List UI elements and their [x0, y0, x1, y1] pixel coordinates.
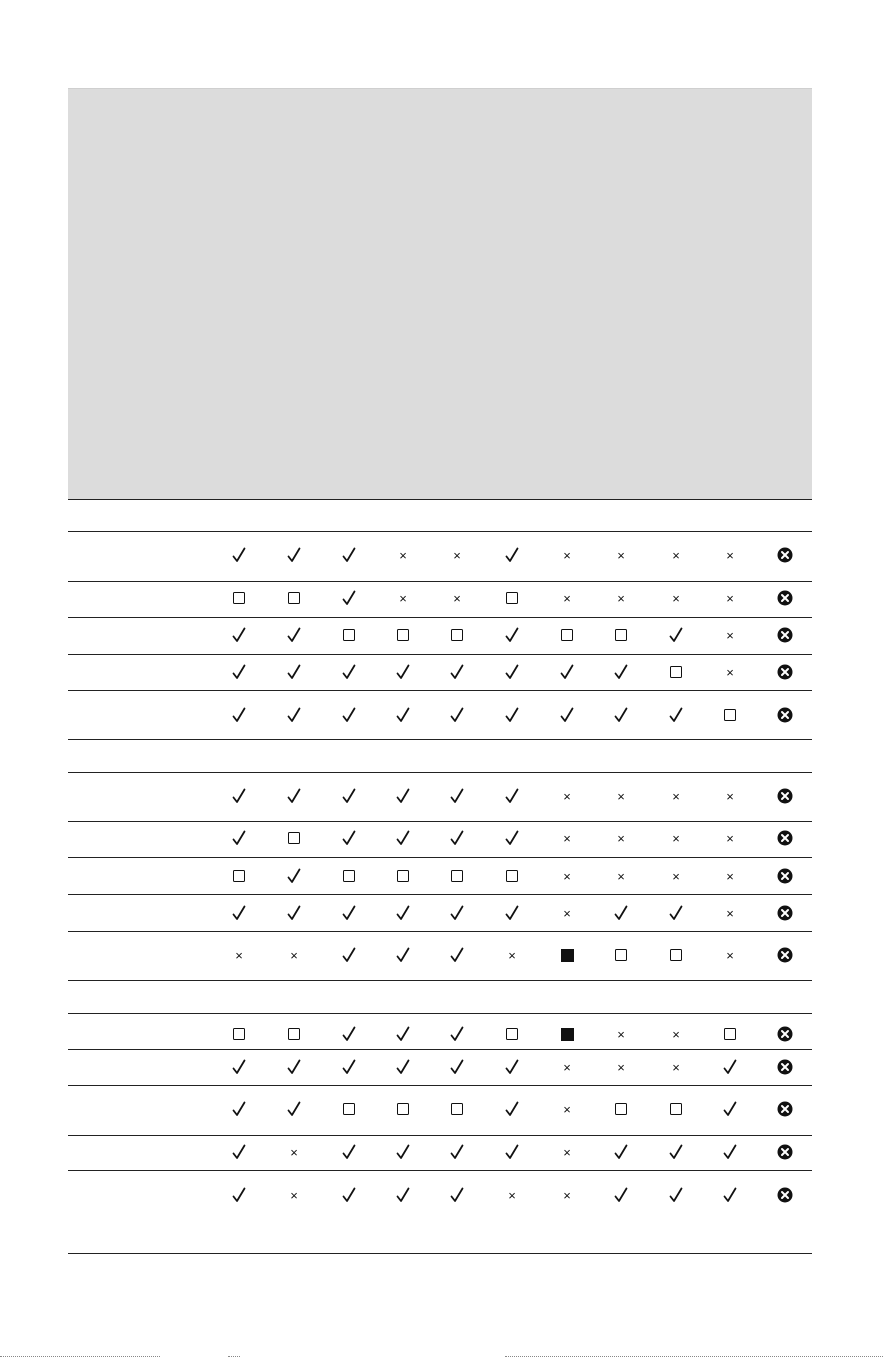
row-divider: [68, 531, 812, 532]
empty-square-icon: [720, 705, 740, 725]
check-icon: [284, 545, 304, 565]
cross-icon: ×: [563, 1187, 571, 1203]
check-icon: [557, 662, 577, 682]
cross-icon: ×: [563, 905, 571, 921]
check-icon: [339, 662, 359, 682]
x-circle-icon: [775, 705, 795, 725]
check-icon: [284, 662, 304, 682]
check-icon: [339, 1057, 359, 1077]
check-icon: [229, 828, 249, 848]
check-icon: [666, 705, 686, 725]
table-row: [68, 705, 812, 725]
check-icon: [502, 625, 522, 645]
empty-square-icon: [447, 866, 467, 886]
check-icon: [720, 1142, 740, 1162]
row-divider: [68, 931, 812, 932]
row-divider: [68, 1135, 812, 1136]
cross-icon: ×: [563, 1101, 571, 1117]
empty-square-icon: [393, 1099, 413, 1119]
check-icon: [447, 705, 467, 725]
empty-square-icon: [666, 945, 686, 965]
check-icon: [284, 903, 304, 923]
check-icon: [339, 705, 359, 725]
row-divider: [68, 581, 812, 582]
cross-icon: ×: [672, 590, 680, 606]
cross-icon: ×: [726, 905, 734, 921]
table-row: [68, 786, 812, 806]
check-icon: [447, 1057, 467, 1077]
cross-icon: ×: [563, 547, 571, 563]
cross-icon: ×: [726, 868, 734, 884]
check-icon: [666, 903, 686, 923]
table-row: [68, 1185, 812, 1205]
empty-square-icon: [502, 866, 522, 886]
cross-icon: ×: [290, 1144, 298, 1160]
check-icon: [229, 545, 249, 565]
cross-icon: ×: [726, 627, 734, 643]
cross-icon: ×: [672, 1026, 680, 1042]
cross-icon: ×: [617, 1026, 625, 1042]
cross-icon: ×: [453, 590, 461, 606]
check-icon: [393, 1142, 413, 1162]
table-row: [68, 662, 812, 682]
check-icon: [557, 705, 577, 725]
table-row: [68, 545, 812, 565]
cross-icon: ×: [617, 547, 625, 563]
cross-icon: ×: [508, 1187, 516, 1203]
cross-icon: ×: [726, 664, 734, 680]
check-icon: [502, 545, 522, 565]
empty-square-icon: [502, 588, 522, 608]
check-icon: [502, 1099, 522, 1119]
empty-square-icon: [229, 866, 249, 886]
empty-square-icon: [666, 1099, 686, 1119]
row-divider: [68, 617, 812, 618]
row-divider: [68, 654, 812, 655]
x-circle-icon: [775, 786, 795, 806]
row-divider: [68, 1253, 812, 1254]
cross-icon: ×: [617, 868, 625, 884]
filled-square-icon: [557, 1024, 577, 1044]
check-icon: [611, 662, 631, 682]
empty-square-icon: [339, 1099, 359, 1119]
cross-icon: ×: [508, 947, 516, 963]
filled-square-icon: [557, 945, 577, 965]
check-icon: [339, 588, 359, 608]
check-icon: [229, 786, 249, 806]
table-row: [68, 866, 812, 886]
check-icon: [339, 545, 359, 565]
check-icon: [393, 945, 413, 965]
check-icon: [284, 786, 304, 806]
check-icon: [339, 828, 359, 848]
cross-icon: ×: [290, 947, 298, 963]
row-divider: [68, 772, 812, 773]
cross-icon: ×: [563, 788, 571, 804]
empty-square-icon: [447, 1099, 467, 1119]
table-row: [68, 1024, 812, 1044]
cross-icon: ×: [617, 788, 625, 804]
empty-square-icon: [502, 1024, 522, 1044]
table-row: [68, 1057, 812, 1077]
empty-square-icon: [666, 662, 686, 682]
row-divider: [68, 739, 812, 740]
check-icon: [229, 1099, 249, 1119]
empty-square-icon: [284, 588, 304, 608]
table-row: [68, 588, 812, 608]
table-row: [68, 625, 812, 645]
check-icon: [339, 1142, 359, 1162]
cross-icon: ×: [617, 1059, 625, 1075]
cross-icon: ×: [563, 830, 571, 846]
x-circle-icon: [775, 866, 795, 886]
cross-icon: ×: [453, 547, 461, 563]
cross-icon: ×: [726, 788, 734, 804]
row-divider: [68, 1049, 812, 1050]
check-icon: [502, 662, 522, 682]
check-icon: [339, 945, 359, 965]
check-icon: [229, 903, 249, 923]
table-row: [68, 1099, 812, 1119]
empty-square-icon: [611, 625, 631, 645]
check-icon: [229, 1142, 249, 1162]
check-icon: [611, 705, 631, 725]
check-icon: [229, 625, 249, 645]
check-icon: [447, 662, 467, 682]
cross-icon: ×: [617, 590, 625, 606]
check-icon: [666, 1185, 686, 1205]
row-divider: [68, 821, 812, 822]
check-icon: [284, 866, 304, 886]
cross-icon: ×: [726, 547, 734, 563]
check-icon: [284, 705, 304, 725]
cross-icon: ×: [563, 590, 571, 606]
cross-icon: ×: [672, 788, 680, 804]
check-icon: [393, 1024, 413, 1044]
footer-rule: [505, 1356, 883, 1359]
x-circle-icon: [775, 545, 795, 565]
check-icon: [447, 1024, 467, 1044]
row-divider: [68, 1170, 812, 1171]
cross-icon: ×: [399, 590, 407, 606]
row-divider: [68, 980, 812, 981]
x-circle-icon: [775, 625, 795, 645]
x-circle-icon: [775, 1099, 795, 1119]
x-circle-icon: [775, 1185, 795, 1205]
x-circle-icon: [775, 588, 795, 608]
cross-icon: ×: [672, 1059, 680, 1075]
check-icon: [502, 903, 522, 923]
check-icon: [393, 705, 413, 725]
footer-rule: [0, 1356, 160, 1359]
empty-square-icon: [611, 945, 631, 965]
empty-square-icon: [284, 828, 304, 848]
empty-square-icon: [393, 866, 413, 886]
empty-square-icon: [393, 625, 413, 645]
check-icon: [339, 1185, 359, 1205]
x-circle-icon: [775, 1057, 795, 1077]
check-icon: [611, 1185, 631, 1205]
check-icon: [284, 1099, 304, 1119]
check-icon: [720, 1099, 740, 1119]
check-icon: [666, 1142, 686, 1162]
check-icon: [393, 662, 413, 682]
check-icon: [339, 903, 359, 923]
empty-square-icon: [611, 1099, 631, 1119]
cross-icon: ×: [672, 830, 680, 846]
empty-square-icon: [557, 625, 577, 645]
check-icon: [447, 828, 467, 848]
check-icon: [284, 625, 304, 645]
x-circle-icon: [775, 1024, 795, 1044]
check-icon: [229, 662, 249, 682]
check-icon: [447, 1185, 467, 1205]
table-row: [68, 945, 812, 965]
x-circle-icon: [775, 945, 795, 965]
check-icon: [393, 903, 413, 923]
x-circle-icon: [775, 662, 795, 682]
row-divider: [68, 894, 812, 895]
check-icon: [720, 1057, 740, 1077]
check-icon: [447, 786, 467, 806]
empty-square-icon: [229, 588, 249, 608]
x-circle-icon: [775, 903, 795, 923]
empty-square-icon: [447, 625, 467, 645]
row-divider: [68, 1085, 812, 1086]
check-icon: [229, 1057, 249, 1077]
check-icon: [720, 1185, 740, 1205]
check-icon: [339, 1024, 359, 1044]
empty-square-icon: [339, 866, 359, 886]
cross-icon: ×: [290, 1187, 298, 1203]
check-icon: [229, 1185, 249, 1205]
table-row: [68, 903, 812, 923]
table-header: [68, 88, 812, 500]
check-icon: [339, 786, 359, 806]
row-divider: [68, 690, 812, 691]
check-icon: [666, 625, 686, 645]
cross-icon: ×: [399, 547, 407, 563]
check-icon: [611, 1142, 631, 1162]
cross-icon: ×: [672, 868, 680, 884]
check-icon: [447, 1142, 467, 1162]
empty-square-icon: [284, 1024, 304, 1044]
x-circle-icon: [775, 1142, 795, 1162]
check-icon: [393, 786, 413, 806]
cross-icon: ×: [726, 590, 734, 606]
check-icon: [393, 1185, 413, 1205]
empty-square-icon: [720, 1024, 740, 1044]
table-row: [68, 828, 812, 848]
cross-icon: ×: [726, 947, 734, 963]
footer-rule: [228, 1356, 240, 1359]
check-icon: [229, 705, 249, 725]
cross-icon: ×: [726, 830, 734, 846]
row-divider: [68, 499, 812, 500]
row-divider: [68, 1013, 812, 1014]
check-icon: [502, 786, 522, 806]
check-icon: [611, 903, 631, 923]
check-icon: [393, 828, 413, 848]
cross-icon: ×: [563, 868, 571, 884]
cross-icon: ×: [563, 1059, 571, 1075]
empty-square-icon: [339, 625, 359, 645]
cross-icon: ×: [235, 947, 243, 963]
check-icon: [502, 1057, 522, 1077]
row-divider: [68, 857, 812, 858]
check-icon: [502, 1142, 522, 1162]
check-icon: [502, 705, 522, 725]
check-icon: [447, 903, 467, 923]
x-circle-icon: [775, 828, 795, 848]
cross-icon: ×: [617, 830, 625, 846]
empty-square-icon: [229, 1024, 249, 1044]
check-icon: [393, 1057, 413, 1077]
check-icon: [447, 945, 467, 965]
check-icon: [502, 828, 522, 848]
cross-icon: ×: [672, 547, 680, 563]
check-icon: [284, 1057, 304, 1077]
cross-icon: ×: [563, 1144, 571, 1160]
table-row: [68, 1142, 812, 1162]
